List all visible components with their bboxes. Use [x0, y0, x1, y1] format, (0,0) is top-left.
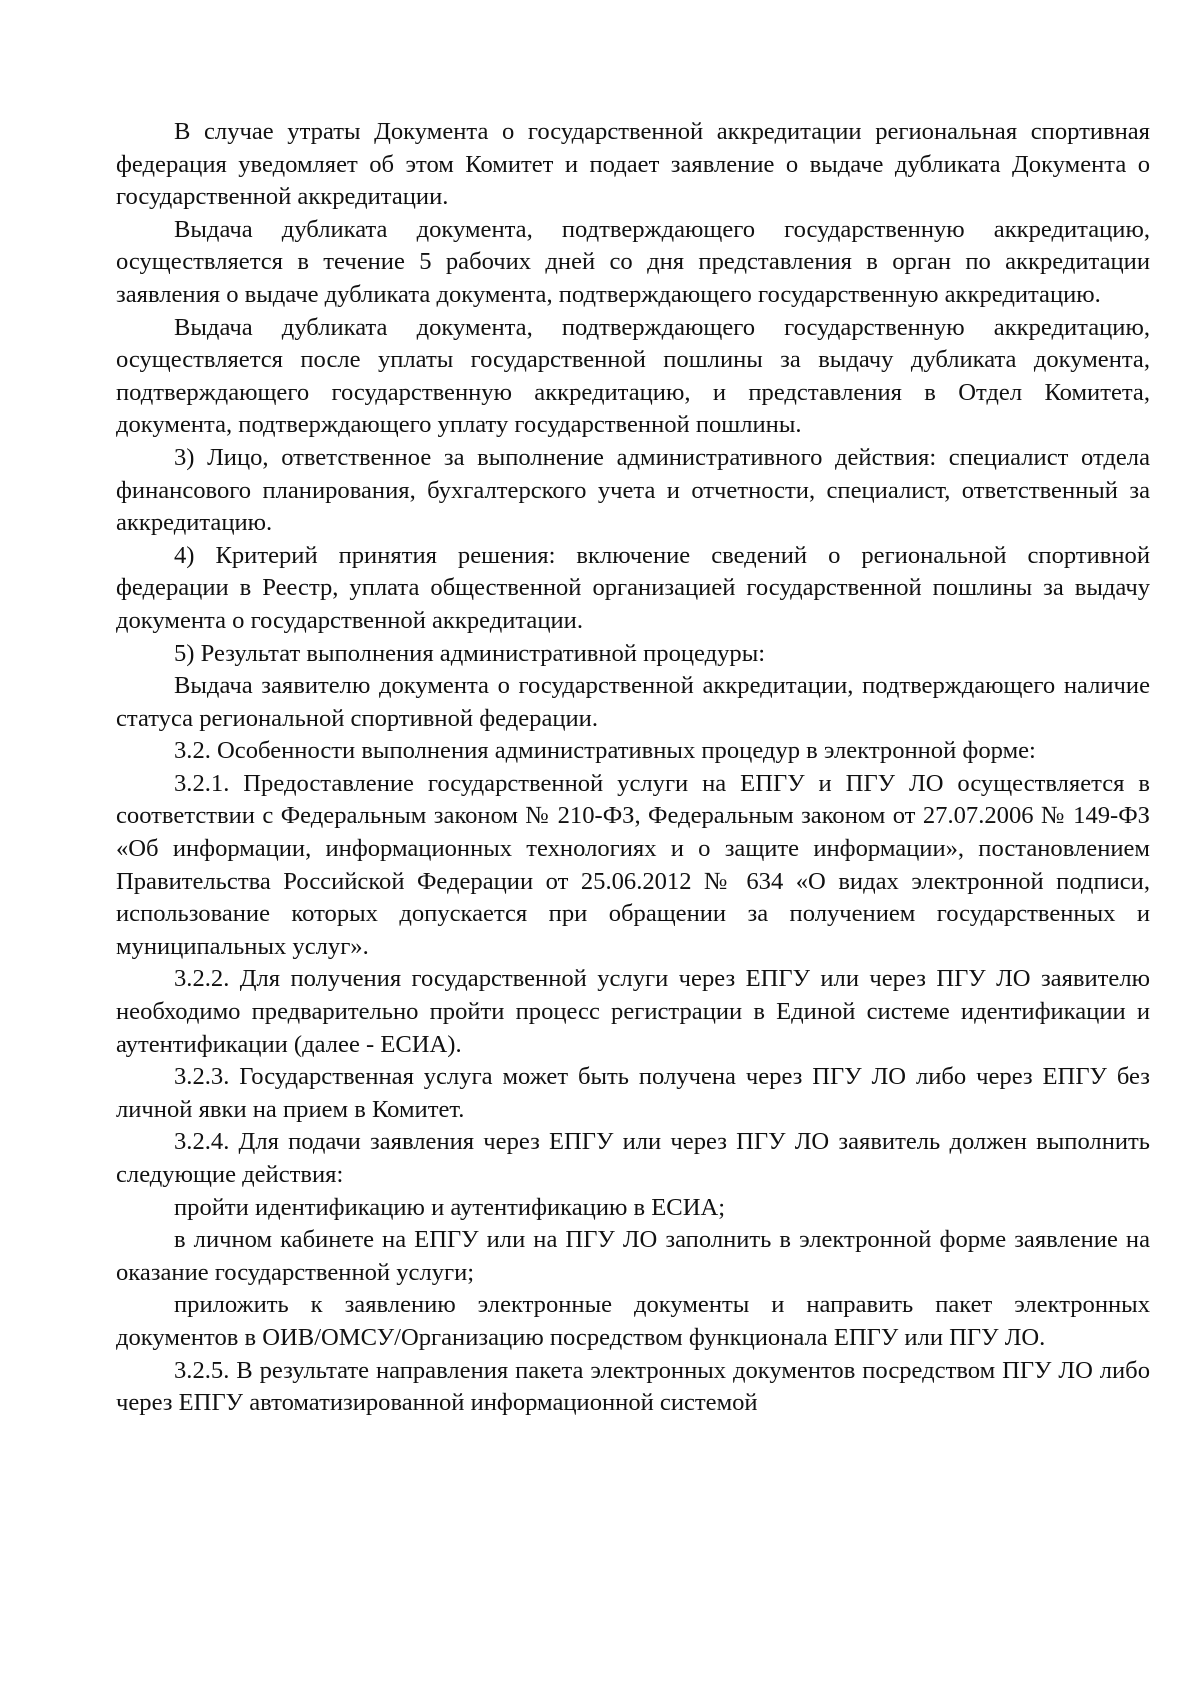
section-heading-3-2: 3.2. Особенности выполнения административных процедур в электронной форме: — [174, 737, 1036, 765]
paragraph-3-2-1: 3.2.1. Предоставление государственной услуги на ЕПГУ и ПГУ ЛО осуществляется в соответствии с Федеральным законом № 210-ФЗ, Федеральным законом от 27.07.2006 № 149-ФЗ «Об информации, информационных технологиях и о защите информации», постановлением Правительства Российской Федерации от 25.06.2012 № 634 «О видах электронной подписи, использование которых допускается при обращении за получением государственных и муниципальных услуг». — [116, 769, 1150, 960]
paragraph-lost-document: В случае утраты Документа о государственной аккредитации региональная спортивная федерация уведомляет об этом Комитет и подает заявление о выдаче дубликата Документа о государственной аккредитации. — [116, 118, 1150, 211]
paragraph-3-2-4: 3.2.4. Для подачи заявления через ЕПГУ или через ПГУ ЛО заявитель должен выполнить следующие действия: — [116, 1128, 1150, 1188]
list-item-fill-application: в личном кабинете на ЕПГУ или на ПГУ ЛО заполнить в электронной форме заявление на оказание государственной услуги; — [116, 1226, 1150, 1286]
paragraph-responsible-person: 3) Лицо, ответственное за выполнение административного действия: специалист отдела финансового планирования, бухгалтерского учета и отчетности, специалист, ответственный за аккредитацию. — [116, 443, 1150, 537]
paragraph-3-2-5: 3.2.5. В результате направления пакета электронных документов посредством ПГУ ЛО либо через ЕПГУ автоматизированной информационной системой — [116, 1356, 1150, 1417]
paragraph-procedure-result-heading: 5) Результат выполнения административной процедуры: — [174, 639, 766, 667]
paragraph-procedure-result: Выдача заявителю документа о государственной аккредитации, подтверждающего наличие статуса региональной спортивной федерации. — [116, 672, 1150, 732]
paragraph-3-2-3: 3.2.3. Государственная услуга может быть получена через ПГУ ЛО либо через ЕПГУ без личной явки на прием в Комитет. — [116, 1063, 1150, 1123]
paragraph-duplicate-fee: Выдача дубликата документа, подтверждающего государственную аккредитацию, осуществляется после уплаты государственной пошлины за выдачу дубликата документа, подтверждающего государственную аккредитацию, и представления в Отдел Комитета, документа, подтверждающего уплату государственной пошлины. — [116, 313, 1150, 439]
paragraph-decision-criterion: 4) Критерий принятия решения: включение сведений о региональной спортивной федерации в Реестр, уплата общественной организацией государственной пошлины за выдачу документа о государственной аккредитации. — [116, 541, 1150, 634]
paragraph-duplicate-term: Выдача дубликата документа, подтверждающего государственную аккредитацию, осуществляется в течение 5 рабочих дней со дня представления в орган по аккредитации заявления о выдаче дубликата документа, подтверждающего государственную аккредитацию. — [116, 215, 1150, 308]
list-item-attach-documents: приложить к заявлению электронные документы и направить пакет электронных документов в ОИВ/ОМСУ/Организацию посредством функционала ЕПГУ или ПГУ ЛО. — [116, 1291, 1150, 1351]
paragraph-3-2-2: 3.2.2. Для получения государственной услуги через ЕПГУ или через ПГУ ЛО заявителю необходимо предварительно пройти процесс регистрации в Единой системе идентификации и аутентификации (далее - ЕСИА). — [116, 965, 1150, 1058]
list-item-identification: пройти идентификацию и аутентификацию в ЕСИА; — [174, 1193, 726, 1221]
